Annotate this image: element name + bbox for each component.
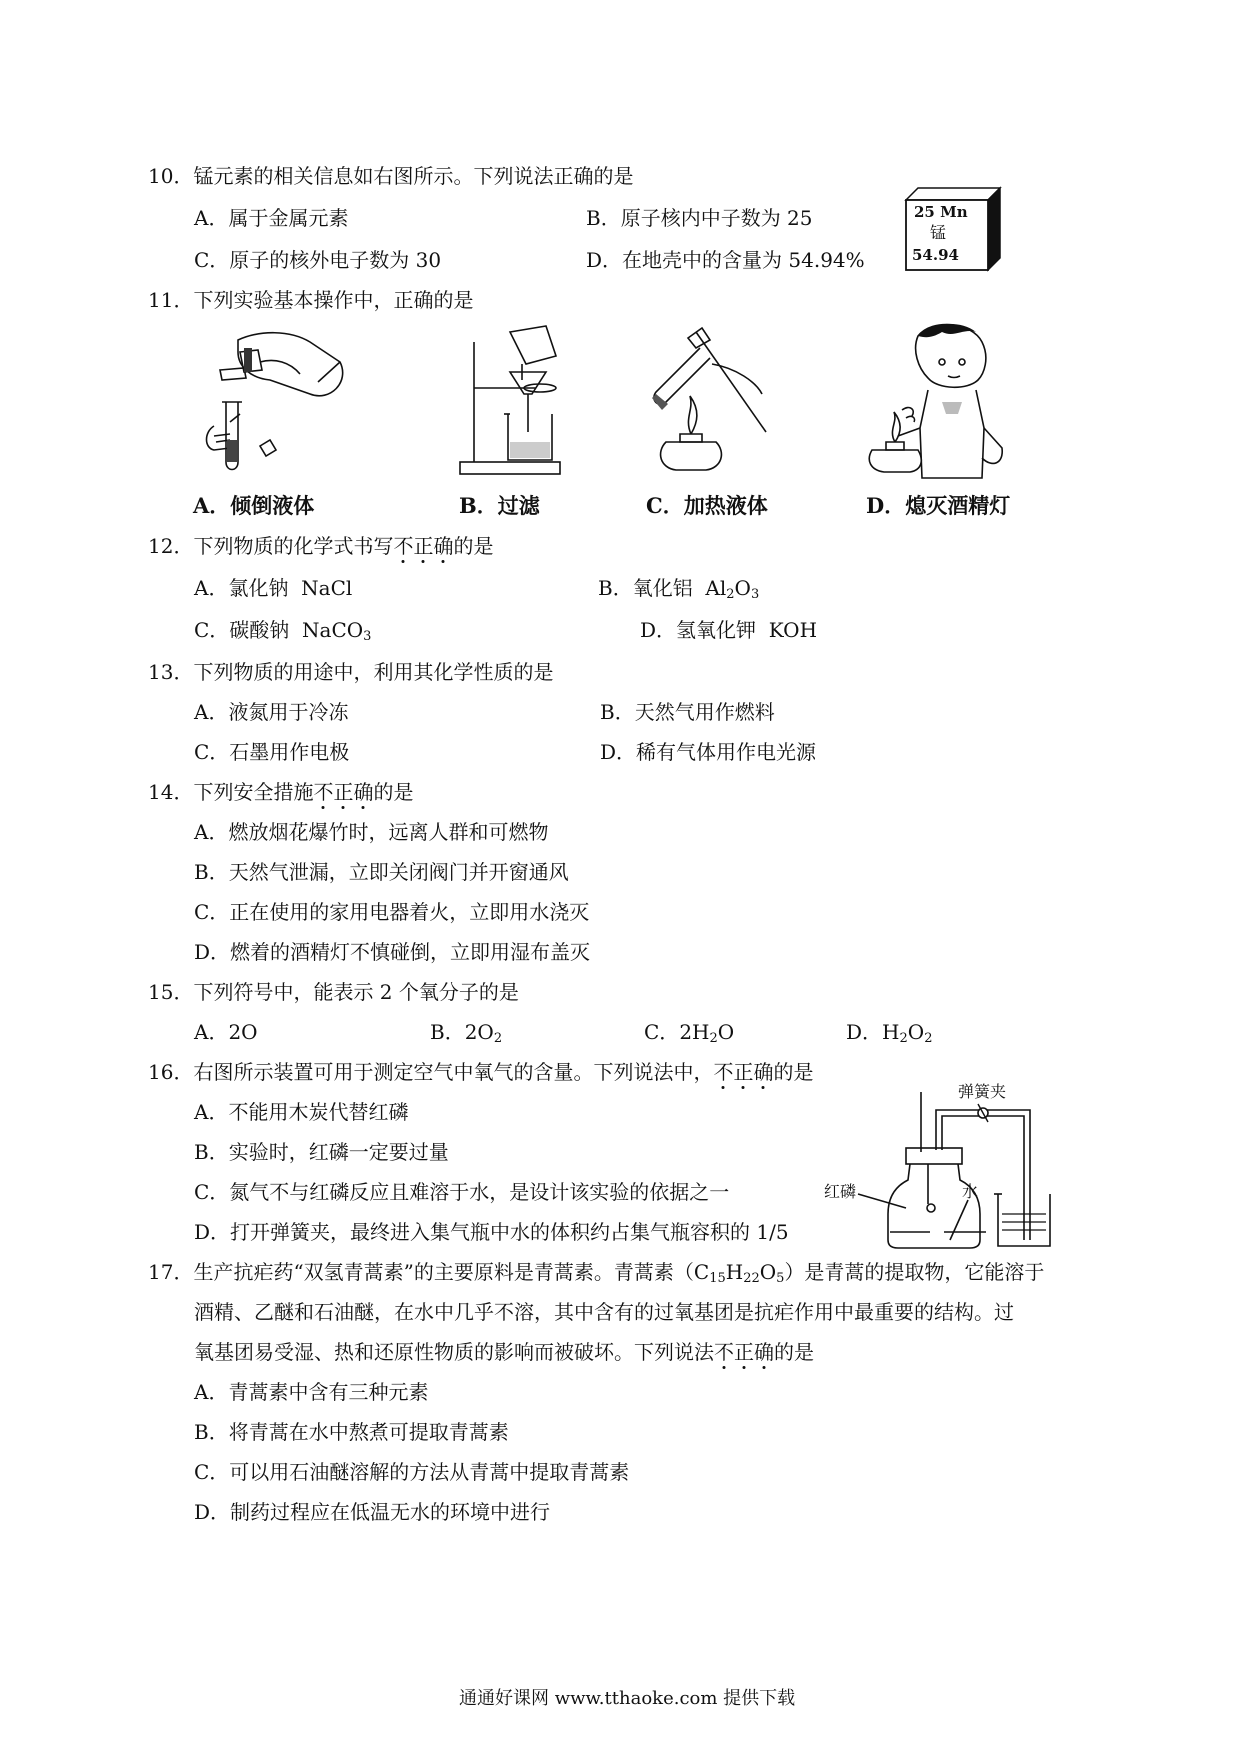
q10-option-b: B．原子核内中子数为 25: [586, 206, 813, 230]
q13-option-a: A．液氮用于冷冻: [194, 700, 349, 724]
q10-option-d: D．在地壳中的含量为 54.94%: [586, 248, 865, 272]
q15-option-a: A．2O: [194, 1020, 258, 1044]
q13-option-c: C．石墨用作电极: [194, 740, 350, 764]
filtration-figure: [450, 322, 580, 482]
element-mass: 54.94: [912, 246, 959, 264]
q14-option-d: D．燃着的酒精灯不慎碰倒，立即用湿布盖灭: [194, 940, 591, 964]
q11-caption-b: B．过滤: [459, 493, 540, 518]
q13-option-b: B．天然气用作燃料: [600, 700, 775, 724]
q12-option-d: D．氢氧化钾 KOH: [640, 618, 818, 642]
q11-caption-d: D．熄灭酒精灯: [866, 493, 1011, 518]
q15-option-d: D．$H_2O_2$: [846, 1020, 933, 1046]
q17-line2: 酒精、乙醚和石油醚，在水中几乎不溶，其中含有的过氧基团是抗疟作用中最重要的结构。过: [194, 1300, 1014, 1324]
q10-stem: 10．锰元素的相关信息如右图所示。下列说法正确的是: [148, 164, 634, 188]
pouring-liquid-figure: [200, 322, 350, 482]
q10-option-a: A．属于金属元素: [194, 206, 349, 230]
red-phosphorus-label: 红磷: [824, 1182, 857, 1201]
q17-line3: 氧基团易受湿、热和还原性物质的影响而被破坏。下列说法不正确的是: [194, 1340, 814, 1364]
q17-line1: 17．生产抗疟药“双氢青蒿素”的主要原料是青蒿素。青蒿素$(C_{15}H_{22}O_5)$是青蒿的提取物，它能溶于: [148, 1260, 1045, 1286]
q10-option-c: C．原子的核外电子数为 30: [194, 248, 442, 272]
q16-option-d: D．打开弹簧夹，最终进入集气瓶中水的体积约占集气瓶容积的 1/5: [194, 1220, 789, 1244]
q14-option-c: C．正在使用的家用电器着火，立即用水浇灭: [194, 900, 590, 924]
q17-option-a: A．青蒿素中含有三种元素: [194, 1380, 429, 1404]
q17-option-b: B．将青蒿在水中熬煮可提取青蒿素: [194, 1420, 509, 1444]
q12-stem: 12．下列物质的化学式书写不正确的是: [148, 534, 494, 558]
q14-option-b: B．天然气泄漏，立即关闭阀门并开窗通风: [194, 860, 569, 884]
q15-option-c: C．$2H_2O$: [644, 1020, 735, 1046]
q12-option-a: A．氯化钠 NaCl: [194, 576, 353, 600]
q15-stem: 15．下列符号中，能表示 2 个氧分子的是: [148, 980, 519, 1004]
q12-option-c: C．碳酸钠 NaCO$_3$: [194, 618, 372, 644]
extinguish-lamp-figure: [862, 318, 1012, 482]
q16-option-b: B．实验时，红磷一定要过量: [194, 1140, 449, 1164]
q16-stem: 16．右图所示装置可用于测定空气中氧气的含量。下列说法中，不正确的是: [148, 1060, 814, 1084]
q14-option-a: A．燃放烟花爆竹时，远离人群和可燃物: [194, 820, 549, 844]
q14-stem: 14．下列安全措施不正确的是: [148, 780, 414, 804]
q16-option-c: C．氮气不与红磷反应且难溶于水，是设计该实验的依据之一: [194, 1180, 730, 1204]
element-name: 锰: [930, 223, 947, 242]
q11-stem: 11．下列实验基本操作中，正确的是: [148, 288, 474, 312]
q11-caption-c: C．加热液体: [646, 493, 768, 518]
q17-option-d: D．制药过程应在低温无水的环境中进行: [194, 1500, 551, 1524]
q13-stem: 13．下列物质的用途中，利用其化学性质的是: [148, 660, 554, 684]
heating-liquid-figure: [636, 322, 786, 482]
q11-caption-a: A．倾倒液体: [193, 493, 315, 518]
q13-option-d: D．稀有气体用作电光源: [600, 740, 817, 764]
footer-source: 通通好课网 www.tthaoke.com 提供下载: [459, 1688, 796, 1709]
water-label: 水: [962, 1182, 979, 1201]
q17-option-c: C．可以用石油醚溶解的方法从青蒿中提取青蒿素: [194, 1460, 630, 1484]
q12-option-b: B．氧化铝 $Al_2O_3$: [598, 576, 760, 602]
element-number-symbol: 25 Mn: [914, 203, 968, 221]
clamp-label: 弹簧夹: [958, 1082, 1007, 1101]
q16-option-a: A．不能用木炭代替红磷: [194, 1100, 409, 1124]
q15-option-b: B．$2O_2$: [430, 1020, 503, 1046]
oxygen-content-apparatus: [838, 1090, 1058, 1250]
